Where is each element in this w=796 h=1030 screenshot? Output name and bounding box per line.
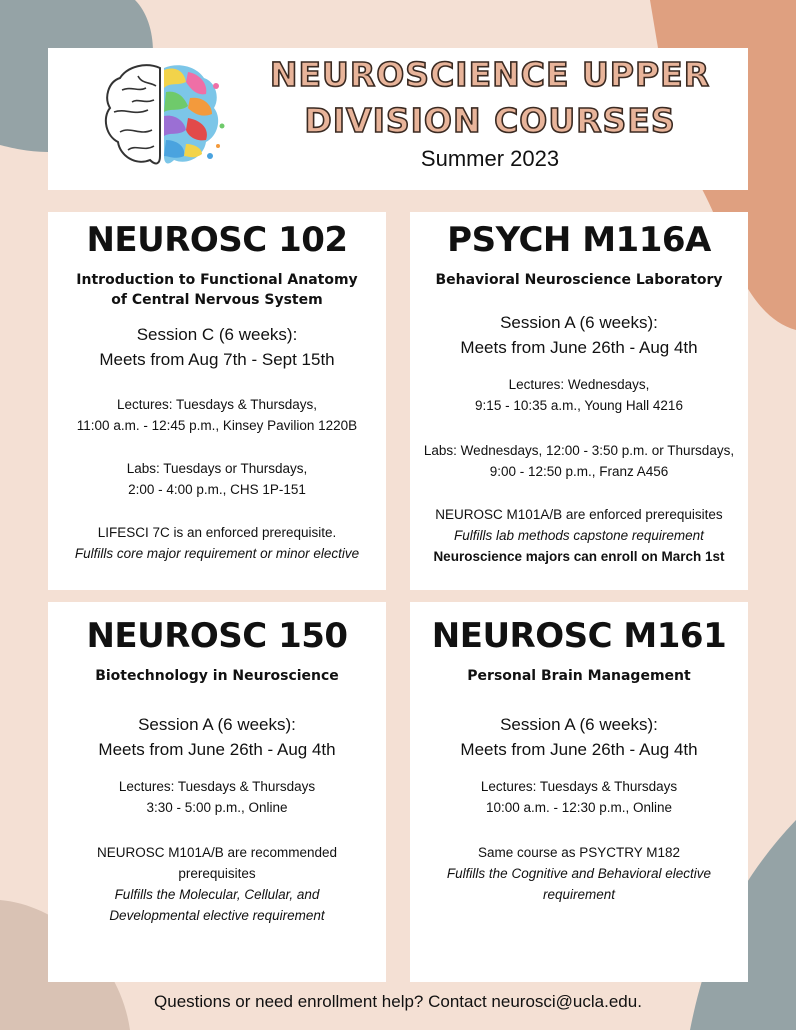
course-same-as: Same course as PSYCTRY M182 Fulfills the Cognitive and Behavioral elective requirement [410,842,748,905]
course-lectures: Lectures: Tuesdays & Thursdays, 11:00 a.m. - 12:45 p.m., Kinsey Pavilion 1220B [76,397,358,433]
header-title-line1: NEUROSCIENCE UPPER [269,55,711,94]
course-lectures: Lectures: Tuesdays & Thursdays 10:00 a.m. - 12:30 p.m., Online [480,779,678,815]
course-code: NEUROSC 102 [86,220,348,260]
course-lectures: Lectures: Tuesdays & Thursdays 3:30 - 5:00 p.m., Online [118,779,316,815]
course-fulfills: Fulfills core major requirement or minor elective [74,546,360,561]
course-code: NEUROSC M161 [431,616,727,656]
header-title-line2: DIVISION COURSES [304,101,676,140]
course-title: Personal Brain Management [467,668,691,684]
course-lectures: Lectures: Wednesdays, 9:15 - 10:35 a.m., Young Hall 4216 [475,377,683,413]
course-fulfills: Fulfills lab methods capstone requirement [454,528,704,543]
course-fulfills-cont: requirement [542,887,616,902]
course-note: Neuroscience majors can enroll on March 1st [433,549,725,564]
course-session: Session C (6 weeks): Meets from Aug 7th - Sept 15th [99,325,335,369]
course-session: Session A (6 weeks): Meets from June 26th - Aug 4th [460,715,698,759]
course-title: Introduction to Functional Anatomy of Central Nervous System [76,272,358,308]
course-prereq: NEUROSC M101A/B are recommended prerequisites Fulfills the Molecular, Cellular, and Developmental elective requirement [48,842,386,926]
course-fulfills: Fulfills the Molecular, Cellular, and [114,887,320,902]
course-session: Session A (6 weeks): Meets from June 26th - Aug 4th [460,313,698,357]
course-card-psych-m116a [410,212,748,590]
course-card-neurosc-150 [48,602,386,982]
course-card-neurosc-102 [48,212,386,590]
course-fulfills-cont: Developmental elective requirement [109,908,325,923]
course-session: Session A (6 weeks): Meets from June 26th - Aug 4th [98,715,336,759]
course-title: Biotechnology in Neuroscience [95,668,339,684]
header-title [250,52,730,144]
course-labs: Labs: Tuesdays or Thursdays, 2:00 - 4:00 p.m., CHS 1P-151 [126,461,308,497]
course-fulfills: Fulfills the Cognitive and Behavioral elective [446,866,712,881]
course-code: NEUROSC 150 [86,616,348,656]
brain-icon [98,56,228,176]
course-code: PSYCH M116A [447,220,711,260]
course-card-neurosc-m161 [410,602,748,982]
course-labs: Labs: Wednesdays, 12:00 - 3:50 p.m. or Thursdays, 9:00 - 12:50 p.m., Franz A456 [423,443,735,479]
course-prereq: LIFESCI 7C is an enforced prerequisite. Fulfills core major requirement or minor elective [48,522,386,564]
header-subtitle: Summer 2023 [420,146,560,171]
course-prereq: NEUROSC M101A/B are enforced prerequisites Fulfills lab methods capstone requirement Neuroscience majors can enroll on March 1st [410,504,748,567]
course-title: Behavioral Neuroscience Laboratory [435,272,723,288]
footer-contact: Questions or need enrollment help? Contact neurosci@ucla.edu. [154,992,642,1011]
